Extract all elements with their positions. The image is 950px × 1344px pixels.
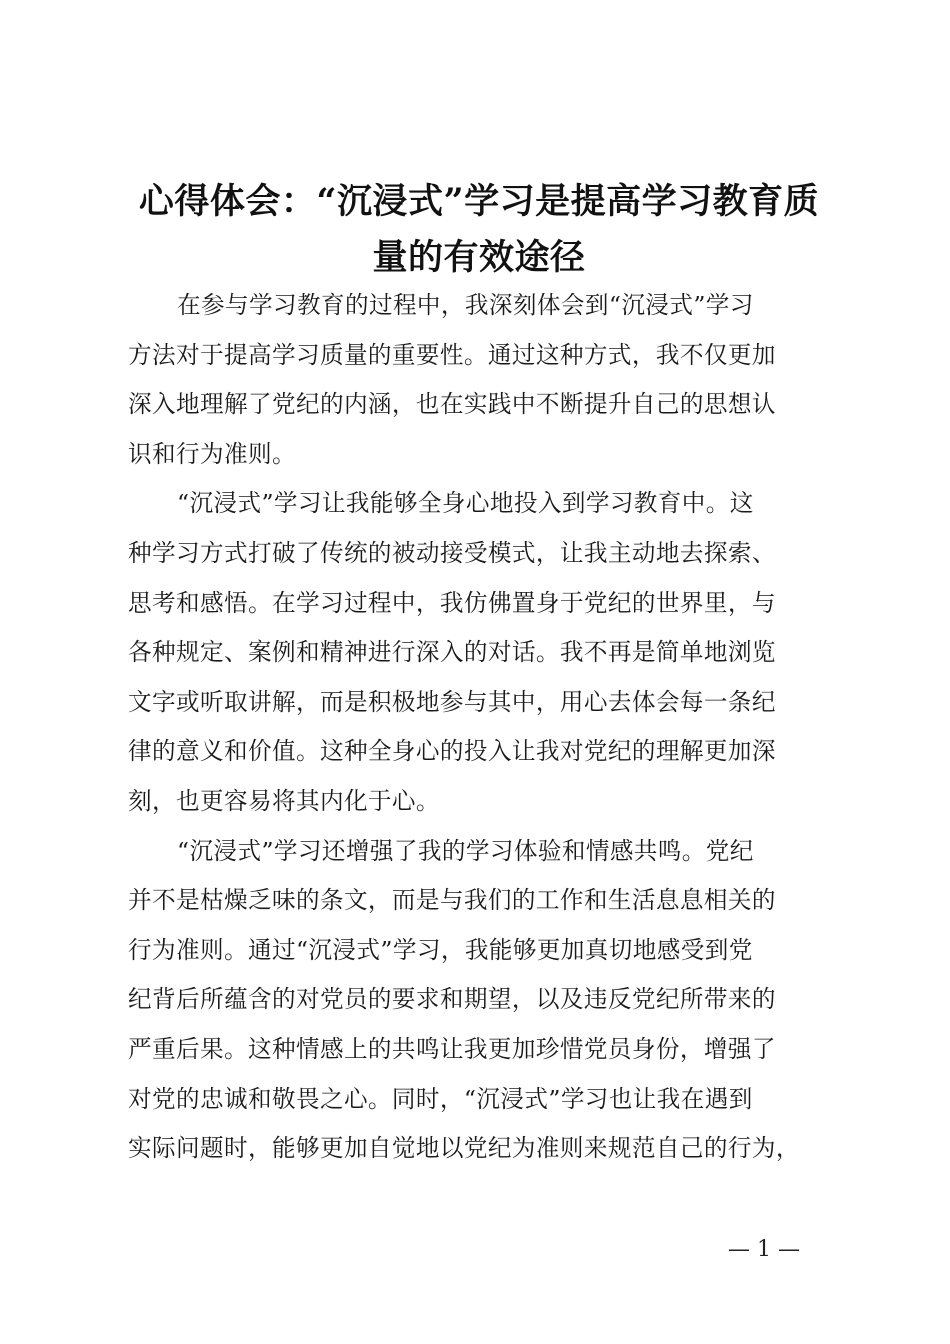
paragraph-line: 实际问题时，能够更加自觉地以党纪为准则来规范自己的行为， (128, 1134, 800, 1163)
paragraph-line: 种学习方式打破了传统的被动接受模式，让我主动地去探索、 (128, 538, 776, 567)
document-title (126, 174, 832, 286)
paragraph-3 (128, 827, 834, 1174)
paragraph-line: 对党的忠诚和敬畏之心。同时，“沉浸式”学习也让我在遇到 (128, 1084, 753, 1113)
paragraph-line: “沉浸式”学习让我能够全身心地投入到学习教育中。这 (177, 489, 754, 518)
paragraph-line: 并不是枯燥乏味的条文，而是与我们的工作和生活息息相关的 (128, 886, 776, 915)
paragraph-line: “沉浸式”学习还增强了我的学习体验和情感共鸣。党纪 (177, 836, 754, 865)
paragraph-line: 行为准则。通过“沉浸式”学习，我能够更加真切地感受到党 (128, 935, 753, 964)
document-body (128, 281, 834, 1174)
paragraph-line: 刻，也更容易将其内化于心。 (128, 786, 440, 815)
title-line: 量的有效途径 (372, 237, 586, 278)
paragraph-line: 纪背后所蕴含的对党员的要求和期望，以及违反党纪所带来的 (128, 985, 776, 1014)
paragraph-line: 各种规定、案例和精神进行深入的对话。我不再是简单地浏览 (128, 638, 776, 667)
paragraph-line: 在参与学习教育的过程中，我深刻体会到“沉浸式”学习 (177, 291, 754, 319)
paragraph-1 (128, 281, 834, 479)
paragraph-line: 严重后果。这种情感上的共鸣让我更加珍惜党员身份，增强了 (128, 1034, 776, 1063)
paragraph-line: 深入地理解了党纪的内涵，也在实践中不断提升自己的思想认 (128, 390, 776, 419)
paragraph-line: 文字或听取讲解，而是积极地参与其中，用心去体会每一条纪 (128, 687, 776, 716)
paragraph-line: 方法对于提高学习质量的重要性。通过这种方式，我不仅更加 (128, 340, 776, 369)
page-number: — 1 — (728, 1237, 800, 1262)
paragraph-line: 律的意义和价值。这种全身心的投入让我对党纪的理解更加深 (128, 737, 776, 766)
paragraph-line: 思考和感悟。在学习过程中，我仿佛置身于党纪的世界里，与 (128, 588, 776, 617)
paragraph-line: 识和行为准则。 (128, 439, 296, 468)
title-line: 心得体会：“沉浸式”学习是提高学习教育质 (138, 181, 820, 222)
paragraph-2 (128, 479, 834, 826)
